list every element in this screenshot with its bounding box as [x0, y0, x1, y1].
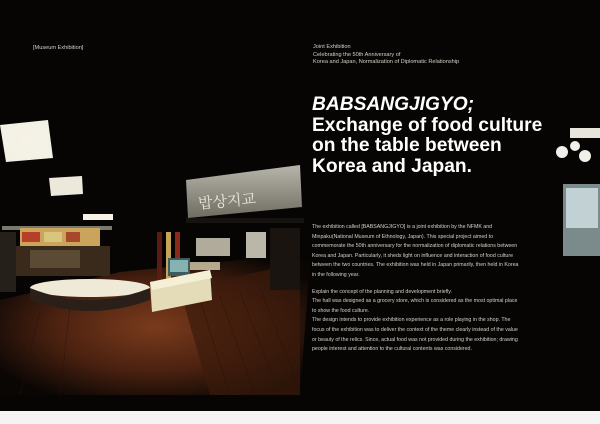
joint-exhibition-info — [313, 44, 543, 67]
body-line: in the following year. — [312, 271, 360, 278]
section-tag: [Museum Exhibition] — [33, 45, 84, 51]
body-line: The design intends to provide exhibition experience as a role playing in the shop. The — [312, 317, 511, 324]
body-line: Minpaku(National Museum of Ethnology, Japan). This special project aimed to — [312, 233, 494, 240]
ceiling-lamps — [556, 128, 600, 162]
body-line: Korea and Japan. Particularly, it sheds light on influence and interaction of food culture — [312, 252, 513, 259]
body-line: or beauty of the relics. Since, actual food was not provided during the exhibition; drawing — [312, 336, 518, 343]
ceiling-light — [83, 214, 113, 220]
body-line: commemorate the 50th anniversary for the normalization of diplomatic relations between — [312, 243, 518, 250]
joint-line: Celebrating the 50th Anniversary of — [313, 51, 401, 58]
page-title — [312, 95, 562, 177]
body-line: The hall was designed as a grocery store, which is considered as the most optimal place — [312, 298, 518, 305]
joint-line: Joint Exhibition — [313, 44, 351, 50]
paragraph-concept — [312, 288, 560, 355]
body-line: focus of the exhibition was to deliver the context of the theme clearly instead of the value — [312, 326, 518, 333]
body-text — [312, 223, 560, 355]
ceiling-light — [49, 176, 83, 196]
body-line: to show the food culture. — [312, 307, 370, 314]
page-bottom-margin — [0, 411, 600, 424]
body-line: between the two countries. The exhibition was held in Japan primarily, then held in Korea — [312, 262, 519, 269]
body-line: The exhibition called [BABSANGJIGYO] is a joint exhibition by the NFMK and — [312, 224, 493, 230]
body-line: Explain the concept of the planning and development briefly. — [312, 288, 452, 295]
title-line: Korea and Japan. — [312, 155, 472, 177]
title-line: BABSANGJIGYO; — [312, 94, 475, 115]
screen-sign-text: 밥상지교 — [197, 189, 257, 213]
joint-line: Korea and Japan, Normalization of Diplomatic Relationship — [313, 59, 460, 65]
body-line: people interest and attention to the cultural contents was considered. — [312, 346, 472, 353]
title-line: on the table between — [312, 135, 502, 156]
title-line: Exchange of food culture — [312, 114, 543, 136]
paragraph-intro — [312, 223, 560, 281]
